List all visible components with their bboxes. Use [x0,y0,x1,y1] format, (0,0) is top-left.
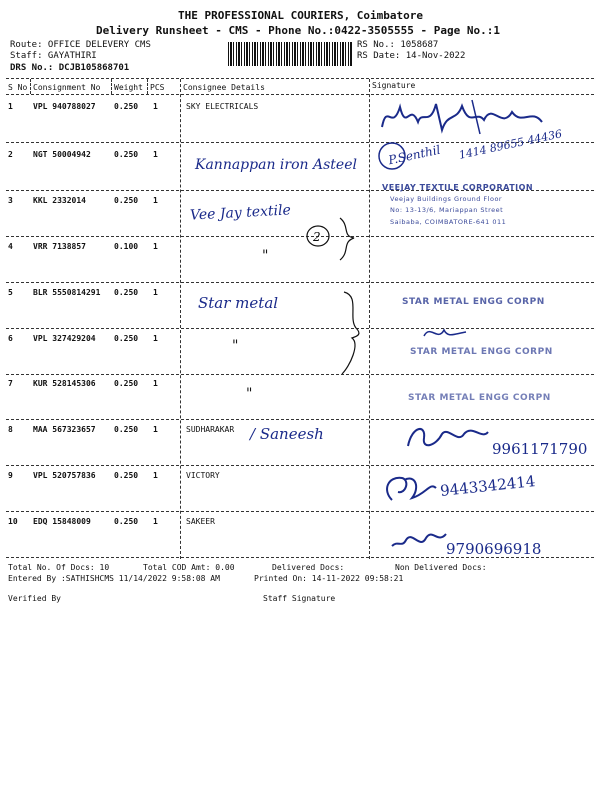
total-docs: Total No. Of Docs: 10 [8,563,110,572]
row-pcs: 1 [153,102,158,111]
stamp-star-metal-row-5: STAR METAL ENGG CORPN [402,297,545,307]
row-sno: 2 [8,150,13,159]
row-weight: 0.250 [114,150,139,159]
divider [6,78,594,79]
row-divider [6,282,594,283]
col-header-signature: Signature [372,81,416,90]
row-consignment-no: BLR 5550814291 [33,288,101,297]
row-consignment-no: KKL 2332014 [33,196,86,205]
row-divider [6,236,594,237]
drs-number: DRS No.: DCJB105868701 [10,63,130,73]
handwritten-phone-row-9: 9443342414 [439,472,537,500]
delivered-docs: Delivered Docs: [272,563,345,572]
verified-by: Verified By [8,594,61,603]
ditto-mark-row-6: " [232,338,239,354]
stamp-veejay-title: VEEJAY TEXTILE CORPORATION [382,183,534,192]
row-consignment-no: EDQ 15848009 [33,517,91,526]
ditto-mark-row-7: " [246,386,253,402]
row-consignee: SUDHARAKAR [186,425,235,434]
non-delivered-docs: Non Delivered Docs: [395,563,487,572]
row-pcs: 1 [153,242,158,251]
entered-by: Entered By :SATHISHCMS 11/14/2022 9:58:08 AM [8,574,220,583]
row-sno: 8 [8,425,13,434]
rs-number: RS No.: 1058687 [357,40,439,50]
stamp-veejay-line1: Veejay Buildings Ground Floor [390,195,503,203]
row-pcs: 1 [153,196,158,205]
route-label: Route: OFFICE DELEVERY CMS [10,40,151,50]
row-divider [6,419,594,420]
row-consignee: SKY ELECTRICALS [186,102,259,111]
col-header-weight: Weight [114,83,143,92]
row-sno: 10 [8,517,18,526]
barcode [228,42,352,66]
handwritten-consignee-row-8: / Saneesh [250,425,324,443]
curly-brace-icon [338,288,368,378]
handwritten-number-row-2: 1414 89655 44436 [457,127,564,162]
row-consignment-no: MAA 567323657 [33,425,96,434]
col-header-pcs: PCS [150,83,165,92]
signature-row-8 [402,420,492,454]
col-header-consignee: Consignee Details [183,83,265,92]
circle-mark-icon [376,138,412,174]
row-pcs: 1 [153,288,158,297]
row-divider [6,328,594,329]
row-pcs: 1 [153,150,158,159]
handwritten-phone-row-8: 9961171790 [492,440,588,458]
row-divider [6,511,594,512]
row-weight: 0.250 [114,379,139,388]
row-weight: 0.250 [114,334,139,343]
row-consignment-no: KUR 528145306 [33,379,96,388]
row-consignment-no: VPL 520757836 [33,471,96,480]
row-weight: 0.250 [114,102,139,111]
row-weight: 0.250 [114,196,139,205]
col-header-consignment: Consignment No [33,83,101,92]
row-divider [6,374,594,375]
stamp-star-metal-row-7: STAR METAL ENGG CORPN [408,393,551,403]
row-consignment-no: VRR 7138857 [33,242,86,251]
row-divider [6,465,594,466]
row-weight: 0.250 [114,471,139,480]
handwritten-consignee-row-5: Star metal [198,294,279,312]
row-pcs: 1 [153,425,158,434]
stamp-veejay-line3: Saibaba, COIMBATORE-641 011 [390,218,507,226]
row-weight: 0.250 [114,517,139,526]
row-sno: 7 [8,379,13,388]
signature-row-10 [388,520,448,556]
signature-row-9 [380,470,440,510]
row-pcs: 1 [153,471,158,480]
ditto-mark-row-4: " [262,248,269,264]
row-pcs: 1 [153,379,158,388]
row-consignment-no: VPL 940788027 [33,102,96,111]
circled-number: 2 [313,230,321,244]
staff-signature: Staff Signature [263,594,336,603]
row-sno: 5 [8,288,13,297]
row-consignment-no: NGT 50004942 [33,150,91,159]
row-pcs: 1 [153,517,158,526]
handwritten-signature-row-2: P.Senthil [387,142,442,168]
total-cod: Total COD Amt: 0.00 [143,563,235,572]
row-consignee: VICTORY [186,471,220,480]
row-weight: 0.250 [114,425,139,434]
row-weight: 0.100 [114,242,139,251]
row-sno: 6 [8,334,13,343]
col-header-sno: S No [8,83,28,92]
row-sno: 4 [8,242,13,251]
rs-date: RS Date: 14-Nov-2022 [357,51,466,61]
stamp-star-metal-row-6: STAR METAL ENGG CORPN [410,347,553,357]
printed-on: Printed On: 14-11-2022 09:58:21 [254,574,404,583]
row-consignee: SAKEER [186,517,215,526]
staff-label: Staff: GAYATHIRI [10,51,97,61]
row-sno: 3 [8,196,13,205]
stamp-veejay-line2: No: 13-13/6, Mariappan Street [390,206,504,214]
signature-row-6 [420,322,470,344]
row-sno: 9 [8,471,13,480]
row-weight: 0.250 [114,288,139,297]
row-pcs: 1 [153,334,158,343]
runsheet-subtitle: Delivery Runsheet - CMS - Phone No.:0422-3505555 - Page No.:1 [96,24,500,37]
handwritten-consignee-row-3: Vee Jay textile [189,202,292,224]
row-sno: 1 [8,102,13,111]
handwritten-consignee-row-2: Kannappan iron Asteel [195,157,357,173]
company-title: THE PROFESSIONAL COURIERS, Coimbatore [178,9,424,22]
handwritten-phone-row-10: 9790696918 [446,540,542,558]
row-consignment-no: VPL 327429204 [33,334,96,343]
